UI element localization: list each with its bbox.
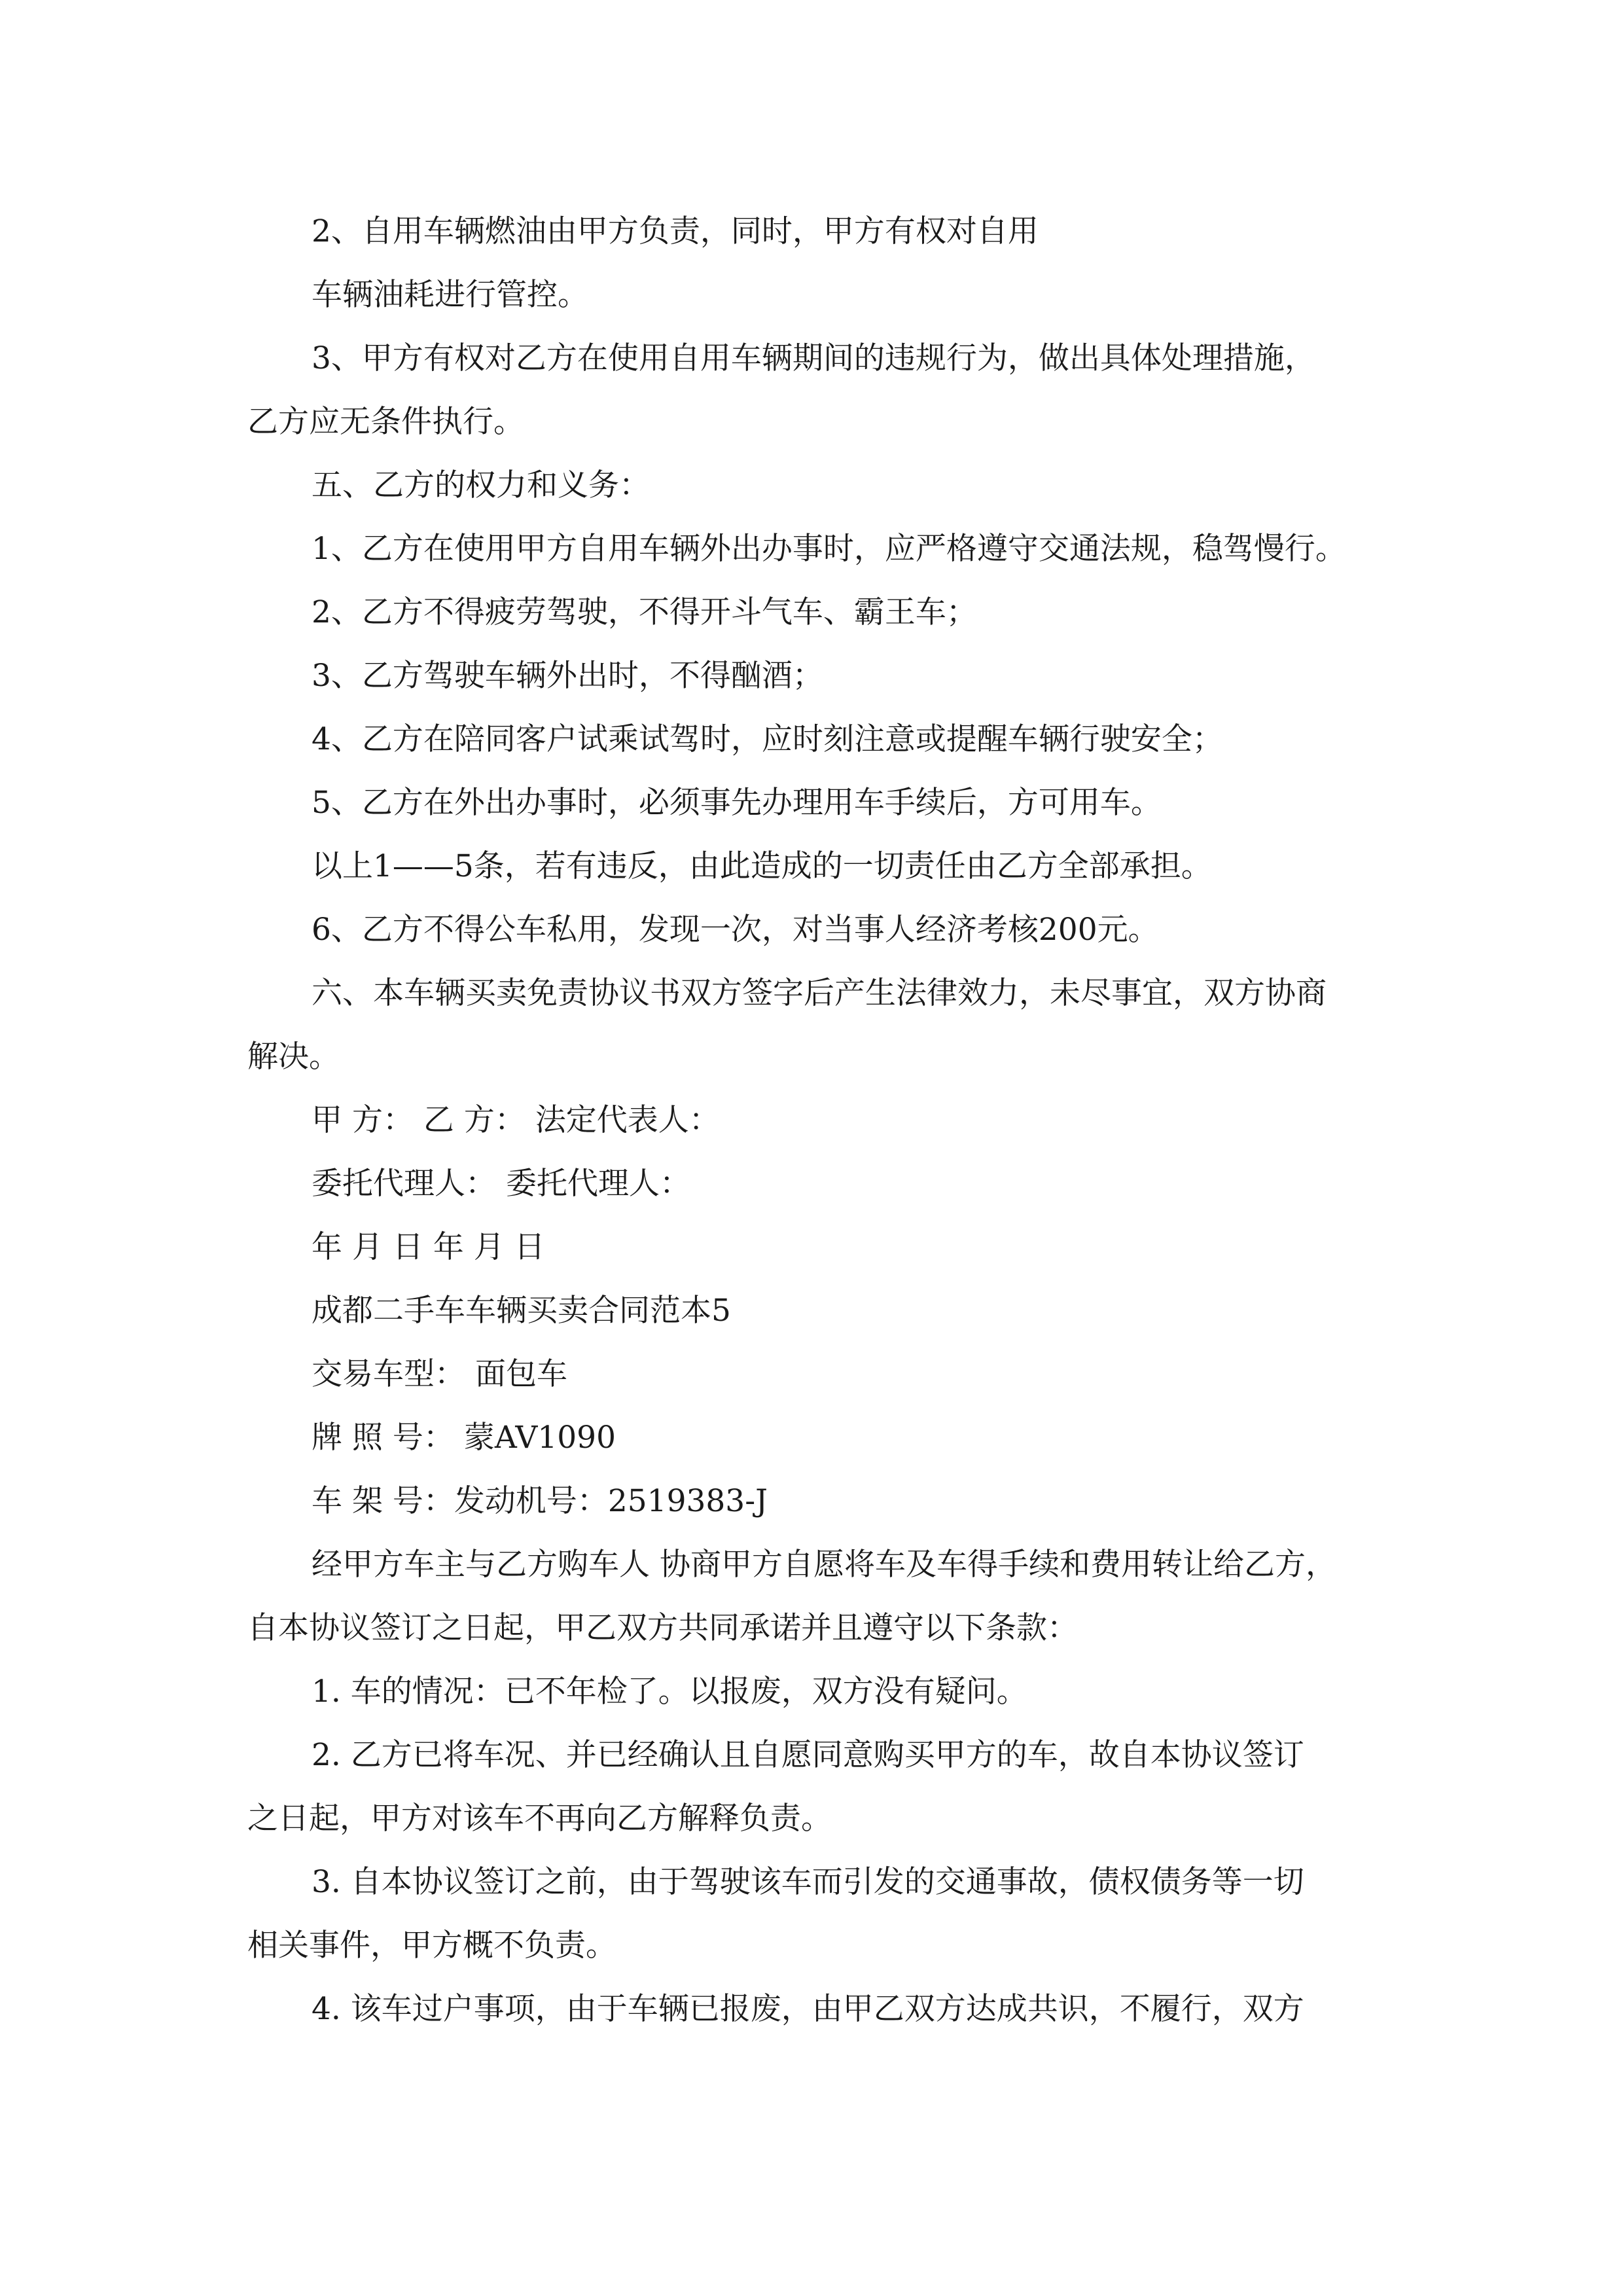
paragraph (0, 961, 1623, 1088)
text-line: 4、乙方在陪同客户试乘试驾时，应时刻注意或提醒车辆行驶安全； (312, 721, 1223, 757)
text-line: 车辆油耗进行管控。 (312, 277, 588, 313)
text-line: 3、甲方有权对乙方在使用自用车辆期间的违规行为，做出具体处理措施， (312, 340, 1315, 376)
paragraph (0, 327, 1623, 454)
paragraph (0, 1152, 1623, 1215)
text-line: 3. 自本协议签订之前，由于驾驶该车而引发的交通事故，债权债务等一切 (312, 1864, 1304, 1900)
text-line: 车 架 号：发动机号：2519383-J (312, 1483, 768, 1519)
text-line: 解决。 (247, 1039, 340, 1075)
paragraph (0, 1660, 1623, 1723)
paragraph (0, 1850, 1623, 1977)
text-line: 乙方应无条件执行。 (247, 404, 524, 440)
paragraph (0, 517, 1623, 581)
text-line: 2、乙方不得疲劳驾驶，不得开斗气车、霸王车； (312, 594, 977, 630)
paragraph (0, 1533, 1623, 1660)
paragraph (0, 1342, 1623, 1406)
text-line: 自本协议签订之日起，甲乙双方共同承诺并且遵守以下条款： (247, 1610, 1078, 1646)
text-line: 成都二手车车辆买卖合同范本5 (312, 1293, 731, 1329)
text-line: 4. 该车过户事项，由于车辆已报废，由甲乙双方达成共识，不履行，双方 (312, 1991, 1304, 2027)
text-line: 2. 乙方已将车况、并已经确认且自愿同意购买甲方的车，故自本协议签订 (312, 1737, 1304, 1773)
paragraph (0, 200, 1623, 327)
text-line: 2、自用车辆燃油由甲方负责，同时，甲方有权对自用 (312, 213, 1039, 249)
text-line: 6、乙方不得公车私用，发现一次，对当事人经济考核200元。 (312, 912, 1159, 948)
paragraph (0, 644, 1623, 708)
paragraph (0, 898, 1623, 961)
text-line: 牌 照 号： 蒙AV1090 (312, 1420, 616, 1456)
text-line: 年 月 日 年 月 日 (312, 1229, 545, 1265)
paragraph (0, 454, 1623, 517)
paragraph (0, 1215, 1623, 1279)
text-line: 1. 车的情况：已不年检了。以报废，双方没有疑问。 (312, 1674, 1027, 1710)
text-line: 经甲方车主与乙方购车人 协商甲方自愿将车及车得手续和费用转让给乙方， (312, 1547, 1336, 1583)
text-line: 交易车型： 面包车 (312, 1356, 567, 1392)
paragraph (0, 1406, 1623, 1469)
paragraph (0, 771, 1623, 834)
text-line: 1、乙方在使用甲方自用车辆外出办事时，应严格遵守交通法规，稳驾慢行。 (312, 531, 1346, 567)
paragraph (0, 1279, 1623, 1342)
text-line: 六、本车辆买卖免责协议书双方签字后产生法律效力，未尽事宜，双方协商 (312, 975, 1327, 1011)
text-line: 相关事件，甲方概不负责。 (247, 1928, 616, 1964)
paragraph (0, 1088, 1623, 1152)
paragraph (0, 1469, 1623, 1533)
text-line: 3、乙方驾驶车辆外出时，不得酗酒； (312, 658, 823, 694)
text-line: 委托代理人： 委托代理人： (312, 1166, 690, 1202)
paragraph (0, 1977, 1623, 2041)
paragraph (0, 708, 1623, 771)
text-line: 以上1——5条，若有违反，由此造成的一切责任由乙方全部承担。 (312, 848, 1212, 884)
text-line: 五、乙方的权力和义务： (312, 467, 650, 503)
paragraph (0, 834, 1623, 898)
text-line: 甲 方： 乙 方： 法定代表人： (312, 1102, 720, 1138)
paragraph (0, 1723, 1623, 1850)
text-line: 5、乙方在外出办事时，必须事先办理用车手续后，方可用车。 (312, 785, 1162, 821)
text-line: 之日起，甲方对该车不再向乙方解释负责。 (247, 1801, 832, 1837)
paragraph (0, 581, 1623, 644)
